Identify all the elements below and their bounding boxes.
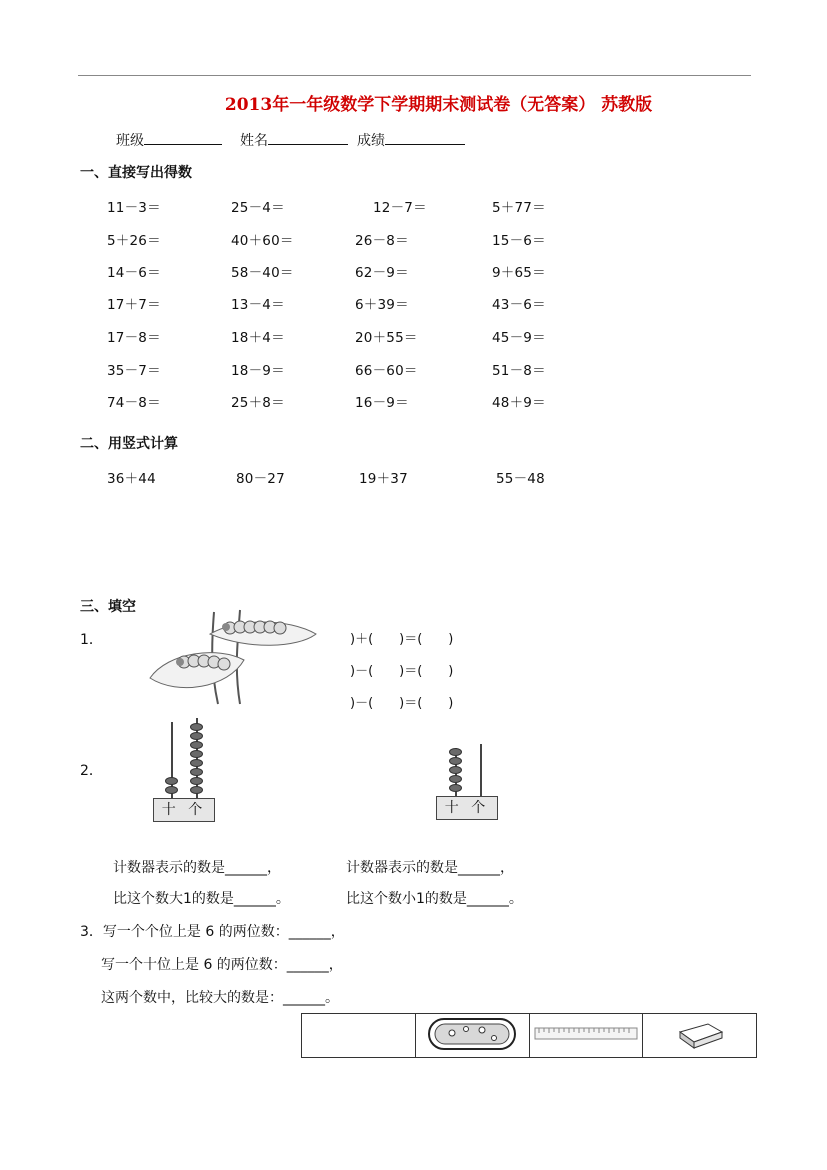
- q3-line2[interactable]: 写一个十位上是 6 的两位数：______，: [101, 957, 343, 973]
- problem: 13－4＝: [231, 297, 285, 313]
- class-label: 班级: [116, 133, 144, 149]
- vertical-problem: 19＋37: [359, 471, 408, 487]
- problem: 35－7＝: [107, 363, 161, 379]
- section3-heading: 三、填空: [80, 599, 136, 615]
- q3-line3[interactable]: 这两个数中，比较大的数是：______。: [101, 990, 339, 1006]
- problem: 45－9＝: [492, 330, 546, 346]
- problem: 17＋7＝: [107, 297, 161, 313]
- ruler-cell: [529, 1014, 643, 1058]
- problem: 18＋4＝: [231, 330, 285, 346]
- eraser-icon: [674, 1018, 726, 1050]
- empty-cell: [302, 1014, 416, 1058]
- stationery-table: [301, 1013, 757, 1058]
- problem: 5＋26＝: [107, 233, 161, 249]
- caterpillar-icon: [148, 608, 320, 708]
- q2-left-line2[interactable]: 比这个数大1的数是______。: [113, 891, 290, 907]
- vertical-problem: 36＋44: [107, 471, 156, 487]
- problem: 5＋77＝: [492, 200, 546, 216]
- q1-equation[interactable]: )＋( )＝( ): [350, 632, 454, 647]
- q1-equation[interactable]: )－( )＝( ): [350, 664, 454, 679]
- problem: 17－8＝: [107, 330, 161, 346]
- q3-line1[interactable]: 3．写一个个位上是 6 的两位数：______，: [80, 924, 345, 940]
- problem: 11－3＝: [107, 200, 161, 216]
- problem: 26－8＝: [355, 233, 409, 249]
- counter-label: 十 个: [436, 796, 498, 820]
- problem: 25－4＝: [231, 200, 285, 216]
- section2-heading: 二、用竖式计算: [80, 436, 178, 452]
- problem: 6＋39＝: [355, 297, 409, 313]
- class-field: [116, 130, 222, 150]
- problem: 25＋8＝: [231, 395, 285, 411]
- pencil-case-cell: [415, 1014, 529, 1058]
- q2-number: 2．: [80, 763, 103, 779]
- pencil-case-icon: [426, 1015, 518, 1053]
- problem: 40＋60＝: [231, 233, 294, 249]
- counter-label: 十 个: [153, 798, 215, 822]
- score-field: [357, 130, 465, 150]
- problem: 12－7＝: [373, 200, 427, 216]
- score-label: 成绩: [357, 133, 385, 149]
- name-blank[interactable]: [268, 130, 348, 145]
- problem: 66－60＝: [355, 363, 418, 379]
- problem: 18－9＝: [231, 363, 285, 379]
- problem: 14－6＝: [107, 265, 161, 281]
- name-field: [240, 130, 348, 150]
- problem: 62－9＝: [355, 265, 409, 281]
- problem: 43－6＝: [492, 297, 546, 313]
- q2-right-line2[interactable]: 比这个数小1的数是______。: [346, 891, 523, 907]
- score-blank[interactable]: [385, 130, 465, 145]
- problem: 58－40＝: [231, 265, 294, 281]
- q1-number: 1．: [80, 632, 103, 648]
- vertical-problem: 55－48: [496, 471, 545, 487]
- q2-left-line1[interactable]: 计数器表示的数是______，: [113, 860, 281, 876]
- q1-equation[interactable]: )－( )＝( ): [350, 696, 454, 711]
- section1-heading: 一、直接写出得数: [80, 165, 192, 181]
- q2-right-line1[interactable]: 计数器表示的数是______，: [346, 860, 514, 876]
- class-blank[interactable]: [144, 130, 222, 145]
- problem: 48＋9＝: [492, 395, 546, 411]
- problem: 20＋55＝: [355, 330, 418, 346]
- problem: 51－8＝: [492, 363, 546, 379]
- vertical-problem: 80－27: [236, 471, 285, 487]
- eraser-cell: [643, 1014, 757, 1058]
- ruler-icon: [534, 1026, 638, 1042]
- problem: 74－8＝: [107, 395, 161, 411]
- problem: 16－9＝: [355, 395, 409, 411]
- problem: 9＋65＝: [492, 265, 546, 281]
- header-rule: [78, 75, 751, 76]
- page-title: 2013年一年级数学下学期期末测试卷（无答案） 苏教版: [224, 95, 653, 115]
- problem: 15－6＝: [492, 233, 546, 249]
- name-label: 姓名: [240, 133, 268, 149]
